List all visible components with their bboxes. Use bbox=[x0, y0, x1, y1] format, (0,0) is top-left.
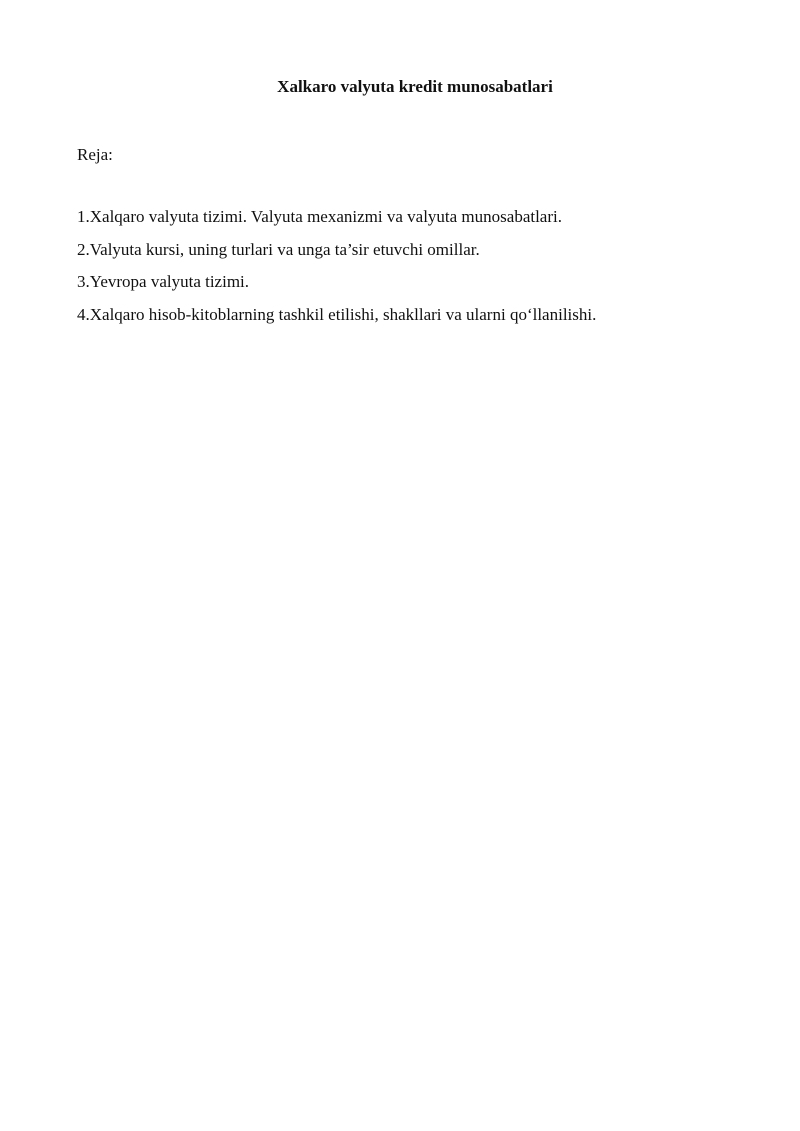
document-title: Xalkaro valyuta kredit munosabatlari bbox=[277, 77, 553, 96]
plan-item: 3.Yevropa valyuta tizimi. bbox=[77, 272, 250, 291]
plan-item: 4.Xalqaro hisob-kitoblarning tashkil etilishi, shakllari va ularni qo‘llanilishi. bbox=[77, 304, 597, 324]
plan-heading: Reja: bbox=[77, 145, 113, 164]
plan-list bbox=[77, 206, 596, 336]
plan-item: 2.Valyuta kursi, uning turlari va unga ta’sir etuvchi omillar. bbox=[77, 239, 480, 259]
plan-item: 1.Xalqaro valyuta tizimi. Valyuta mexanizmi va valyuta munosabatlari. bbox=[77, 207, 562, 226]
